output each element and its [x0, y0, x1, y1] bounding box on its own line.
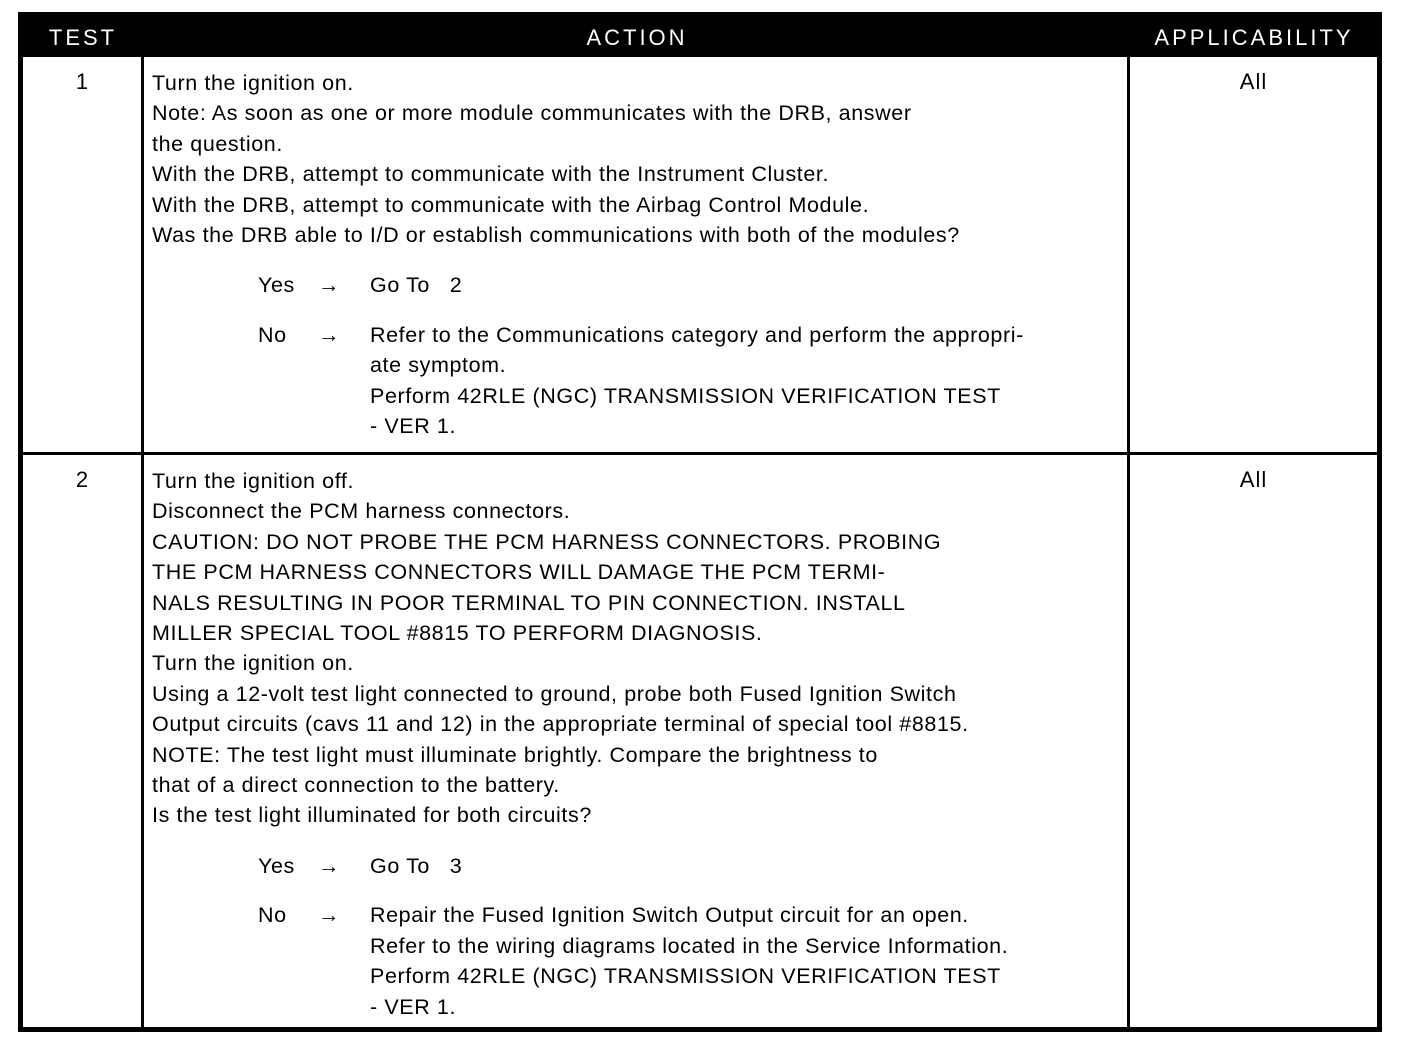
applicability-value: All — [1239, 467, 1268, 492]
table-row — [23, 455, 1377, 1027]
yes-label: Yes — [258, 273, 295, 298]
yes-label: Yes — [258, 853, 295, 878]
action-line: Turn the ignition off. — [152, 469, 355, 493]
table-row — [23, 57, 1377, 452]
action-line: With the DRB, attempt to communicate with the Airbag Control Module. — [152, 192, 870, 217]
action-line: Note: As soon as one or more module communicates with the DRB, answer — [152, 101, 912, 126]
action-cell — [152, 466, 1122, 1041]
action-line: NALS RESULTING IN POOR TERMINAL TO PIN CONNECTION. INSTALL — [152, 590, 906, 615]
header-applicability: APPLICABILITY — [1154, 25, 1354, 50]
result-line: Refer to the Communications category and perform the appropri- — [370, 322, 1024, 347]
arrow-icon: → — [318, 903, 341, 928]
yes-answer — [152, 270, 1122, 300]
action-line: With the DRB, attempt to communicate with the Instrument Cluster. — [152, 162, 830, 187]
yes-answer — [152, 851, 1122, 881]
result-line: - VER 1. — [370, 994, 457, 1019]
action-line: Using a 12-volt test light connected to ground, probe both Fused Ignition Switch — [152, 681, 957, 706]
action-line: Was the DRB able to I/D or establish communications with both of the modules? — [152, 223, 960, 248]
action-line: that of a direct connection to the battery. — [152, 773, 560, 798]
test-number: 2 — [75, 467, 89, 492]
no-label: No — [258, 903, 287, 928]
result-line: Refer to the wiring diagrams located in the Service Information. — [370, 933, 1009, 958]
action-line: Turn the ignition on. — [152, 651, 354, 676]
answers — [152, 270, 1122, 441]
result-line: Perform 42RLE (NGC) TRANSMISSION VERIFICATION TEST — [370, 964, 1001, 989]
applicability-value: All — [1239, 69, 1268, 94]
result-line: - VER 1. — [370, 414, 457, 439]
answers — [152, 851, 1122, 1022]
yes-result: Go To 3 — [370, 853, 463, 878]
result-line: Perform 42RLE (NGC) TRANSMISSION VERIFICATION TEST — [370, 383, 1001, 408]
action-line: Output circuits (cavs 11 and 12) in the appropriate terminal of special tool #8815. — [152, 712, 969, 737]
action-cell — [152, 68, 1122, 460]
action-line: the question. — [152, 131, 283, 156]
no-result — [370, 900, 1122, 1022]
test-number: 1 — [75, 69, 89, 94]
no-answer — [152, 900, 1122, 1022]
no-result — [370, 320, 1122, 442]
action-line: CAUTION: DO NOT PROBE THE PCM HARNESS CONNECTORS. PROBING — [152, 529, 942, 554]
arrow-icon: → — [318, 853, 341, 878]
action-line: MILLER SPECIAL TOOL #8815 TO PERFORM DIAGNOSIS. — [152, 621, 763, 646]
arrow-icon: → — [318, 322, 341, 347]
action-line: Turn the ignition on. — [152, 71, 354, 95]
no-label: No — [258, 322, 287, 347]
header-test: TEST — [48, 25, 118, 50]
header-action: ACTION — [586, 25, 688, 50]
result-line: ate symptom. — [370, 353, 507, 378]
arrow-icon: → — [318, 273, 341, 298]
table-header — [23, 17, 1377, 57]
no-answer — [152, 320, 1122, 442]
diagnostic-table — [18, 12, 1382, 1032]
action-line: THE PCM HARNESS CONNECTORS WILL DAMAGE THE PCM TERMI- — [152, 560, 886, 585]
action-line: NOTE: The test light must illuminate brightly. Compare the brightness to — [152, 742, 878, 767]
yes-result: Go To 2 — [370, 273, 463, 298]
action-line: Disconnect the PCM harness connectors. — [152, 499, 571, 524]
result-line: Repair the Fused Ignition Switch Output circuit for an open. — [370, 903, 969, 928]
action-line: Is the test light illuminated for both circuits? — [152, 803, 592, 828]
